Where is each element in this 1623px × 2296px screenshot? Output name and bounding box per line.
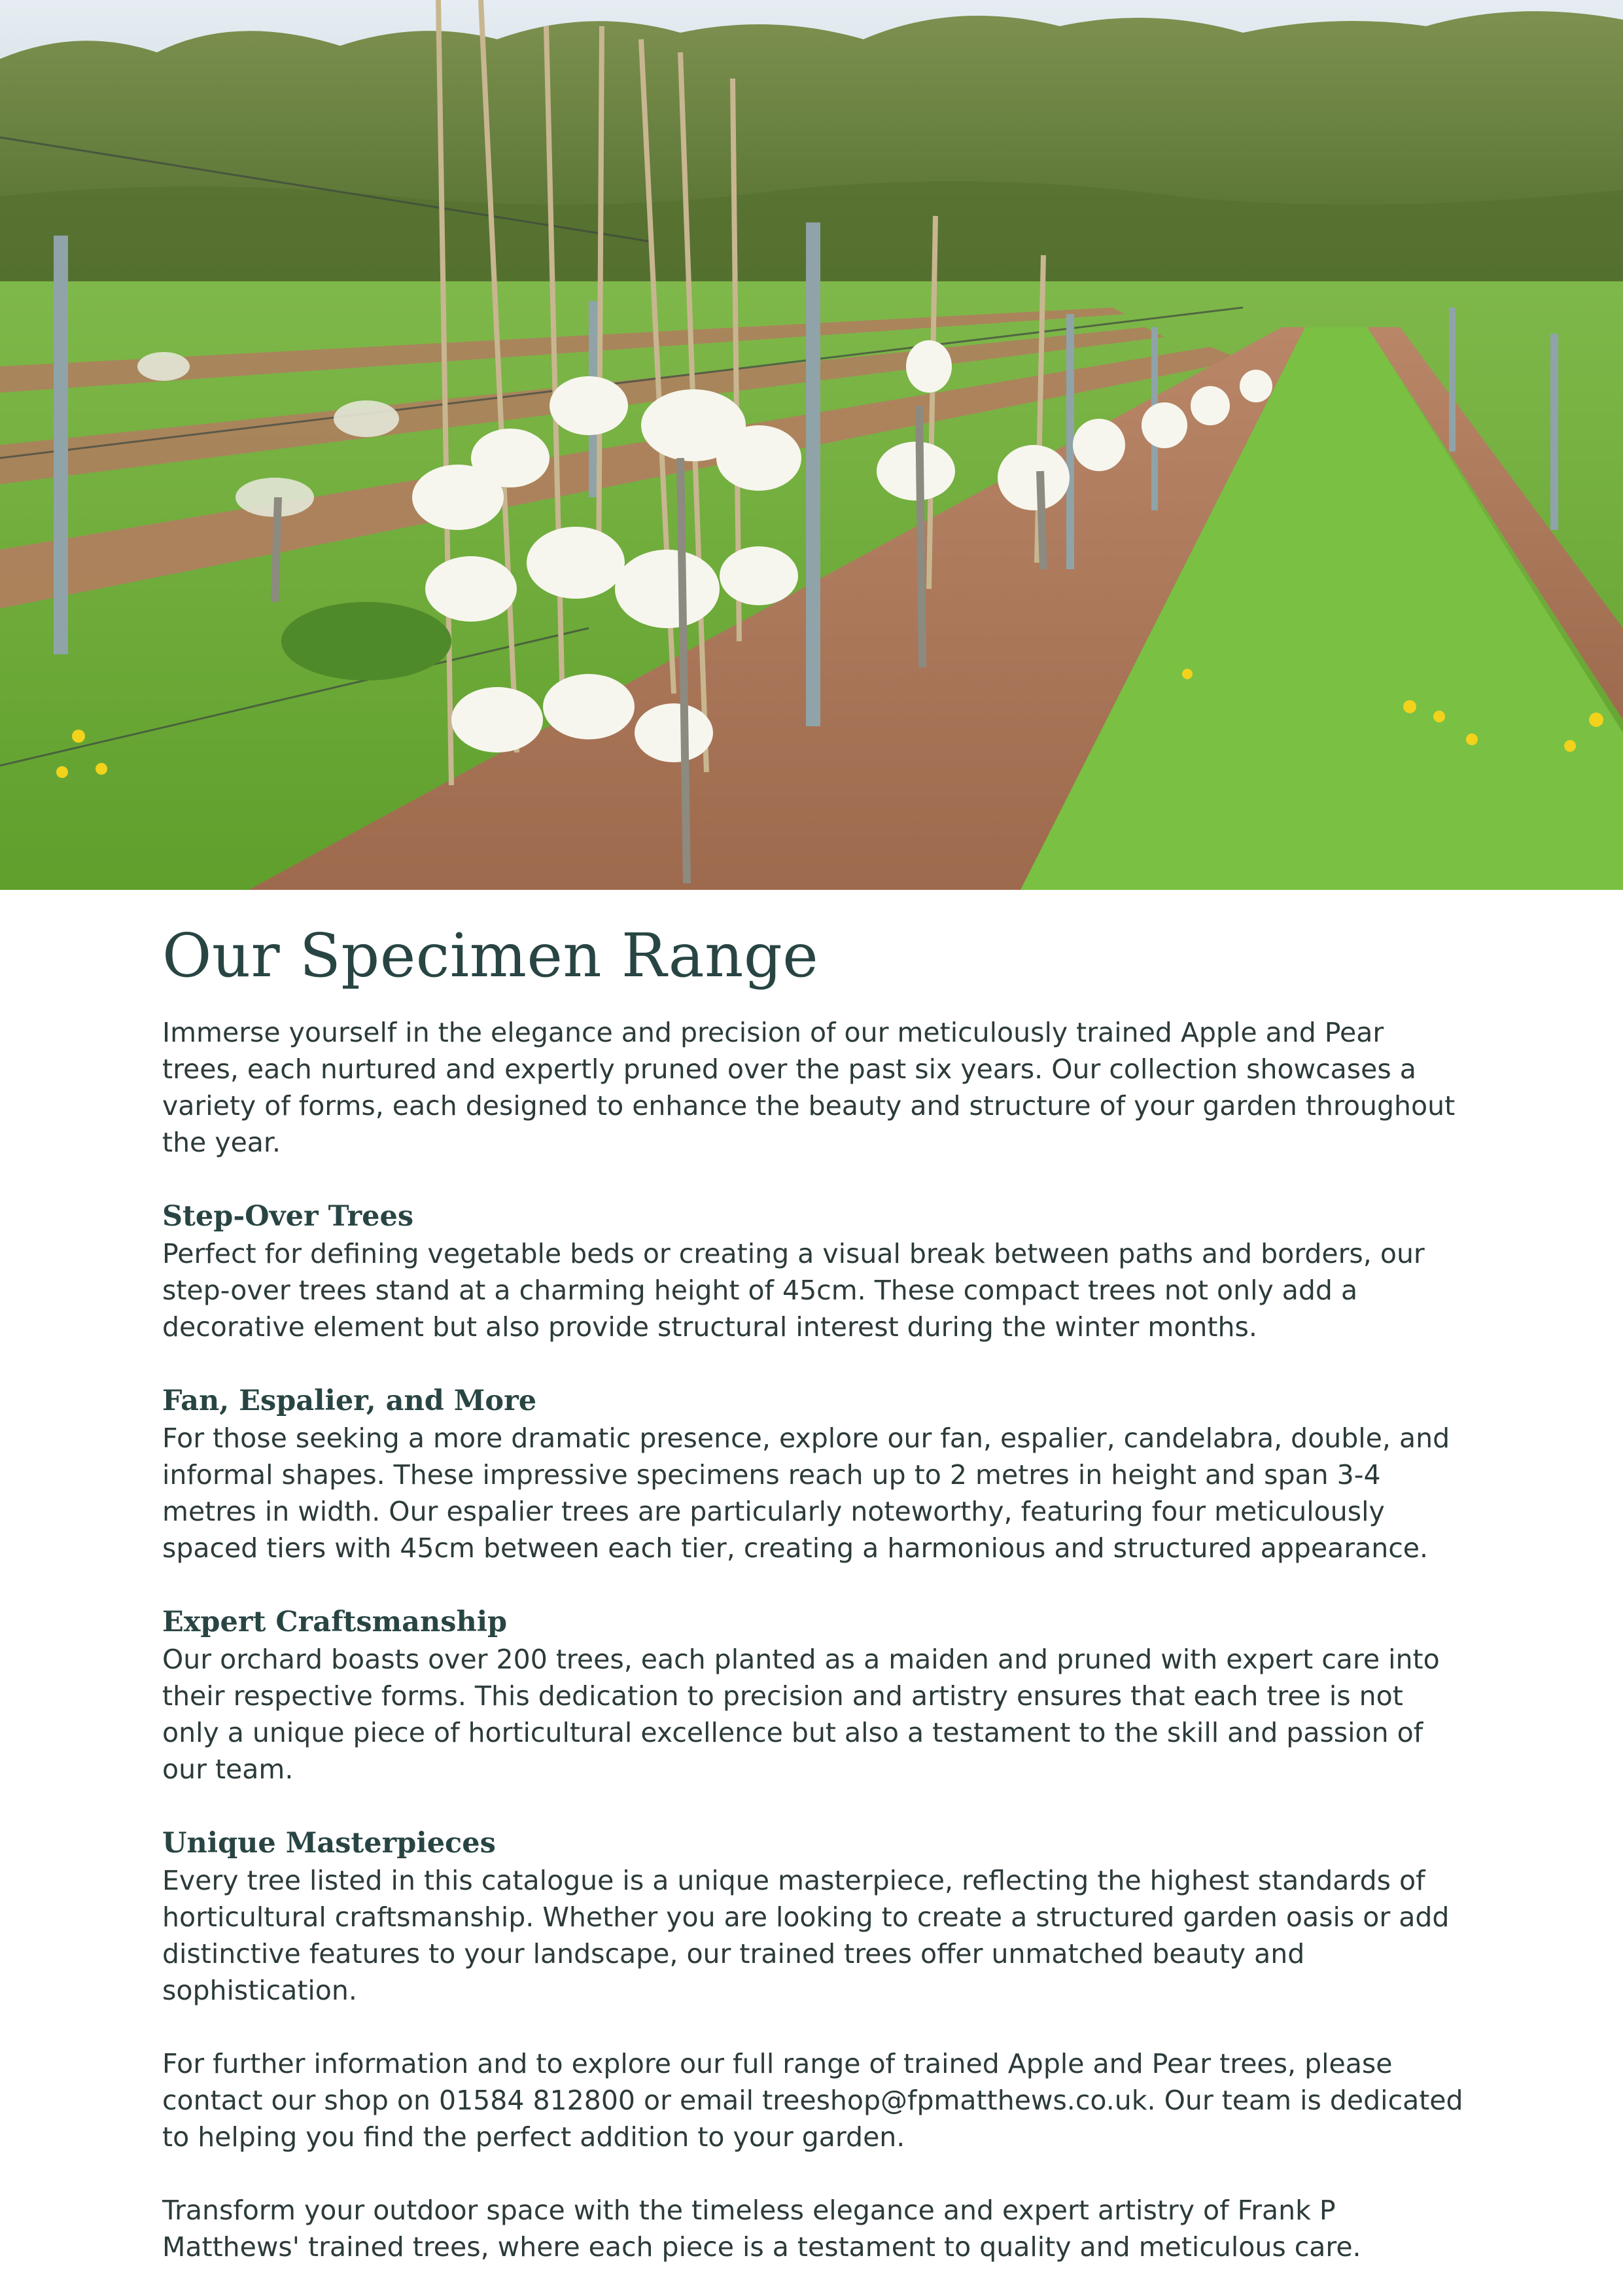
main-content	[162, 921, 1464, 2265]
page-title: Our Specimen Range	[162, 921, 819, 991]
section-body: Our orchard boasts over 200 trees, each planted as a maiden and pruned with expert care into their respective forms. This dedication to precision and artistry ensures that each tree is not only a unique piece of horticultural excellence but also a testament to the skill and passion of our team.	[162, 1643, 1440, 1785]
section-heading: Expert Craftsmanship	[162, 1605, 508, 1638]
section-expert-craftsmanship	[162, 1603, 1464, 1788]
section-heading: Unique Masterpieces	[162, 1826, 496, 1860]
closing-paragraph: Transform your outdoor space with the timeless elegance and expert artistry of Frank P Matthews' trained trees, where each piece is a testament to quality and meticulous care.	[162, 2194, 1361, 2263]
section-fan-espalier	[162, 1382, 1464, 1566]
section-body: For those seeking a more dramatic presence, explore our fan, espalier, candelabra, double, and informal shapes. These impressive specimens reach up to 2 metres in height and span 3-4 metres in width. Our espalier trees are particularly noteworthy, featuring four meticulously spaced tiers with 45cm between each tier, creating a harmonious and structured appearance.	[162, 1422, 1450, 1564]
section-heading: Fan, Espalier, and More	[162, 1384, 537, 1417]
intro-paragraph: Immerse yourself in the elegance and precision of our meticulously trained Apple and Pear trees, each nurtured and expertly pruned over the past six years. Our collection showcases a variety of forms, each designed to enhance the beauty and structure of your garden throughout the year.	[162, 1016, 1456, 1158]
section-heading: Step-Over Trees	[162, 1199, 414, 1233]
section-step-over-trees	[162, 1197, 1464, 1345]
contact-paragraph: For further information and to explore our full range of trained Apple and Pear trees, please contact our shop on 01584 812800 or email treeshop@fpmatthews.co.uk. Our team is dedicated to helping you find the perfect addition to your garden.	[162, 2047, 1463, 2153]
section-body: Perfect for defining vegetable beds or creating a visual break between paths and borders, our step-over trees stand at a charming height of 45cm. These compact trees not only add a decorative element but also provide structural interest during the winter months.	[162, 1237, 1425, 1343]
section-body: Every tree listed in this catalogue is a unique masterpiece, reflecting the highest standards of horticultural craftsmanship. Whether you are looking to create a structured garden oasis or add distinctive features to your landscape, our trained trees offer unmatched beauty and sophistication.	[162, 1864, 1450, 2006]
hero-orchard-photo	[0, 0, 1623, 890]
orchard-illustration	[0, 0, 1623, 890]
section-unique-masterpieces	[162, 1824, 1464, 2009]
